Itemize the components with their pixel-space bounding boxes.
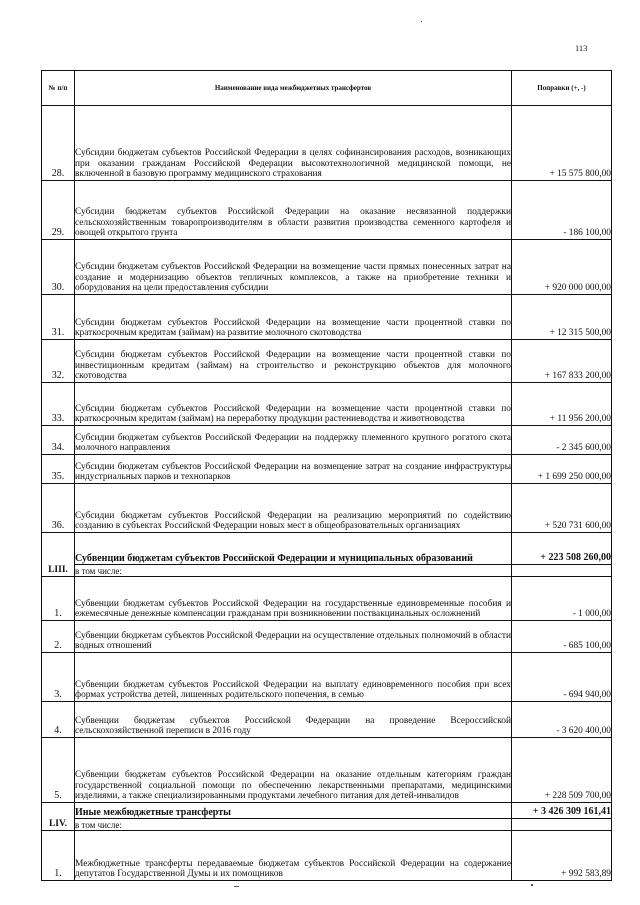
row-number: 29.: [42, 181, 75, 240]
scan-speck: [234, 886, 239, 887]
row-description: Межбюджетные трансферты передаваемые бюджетам субъектов Российской Федерации на содержание депутатов Государственной Думы и их помощников: [75, 831, 512, 881]
row-description: Субсидии бюджетам субъектов Российской Федерации на оказание несвязанной поддержки сельскохозяйственным товаропроизводителям в области развития производства семенного картофеля и овощей открытого грунта: [75, 181, 512, 240]
row-amount: + 1 699 250 000,00: [512, 455, 612, 484]
section-title: Иные межбюджетные трансферты: [75, 803, 512, 819]
table-row: [42, 295, 612, 340]
table-row: [42, 621, 612, 653]
row-description: Субсидии бюджетам субъектов Российской Федерации на возмещение затрат на создание инфраструктуры индустриальных парков и технопарков: [75, 455, 512, 484]
row-amount: + 920 000 000,00: [512, 240, 612, 295]
section-title: Субвенции бюджетам субъектов Российской Федерации и муниципальных образований: [75, 533, 512, 565]
section-row: [42, 803, 612, 819]
row-number: 31.: [42, 295, 75, 340]
table-row: [42, 340, 612, 383]
table-header-row: [42, 71, 612, 106]
section-amount: + 3 426 309 161,41: [512, 803, 612, 819]
table-row: [42, 240, 612, 295]
section-number: LIII.: [42, 533, 75, 577]
row-number: 4.: [42, 702, 75, 738]
row-amount: + 992 583,89: [512, 831, 612, 881]
row-amount: - 685 100,00: [512, 621, 612, 653]
row-description: Субсидии бюджетам субъектов Российской Федерации в целях софинансирования расходов, возникающих при оказании гражданам Российской Федерации высокотехнологичной медицинской помощи, не включенной в базовую программу медицинского страхования: [75, 106, 512, 181]
subheading-row: [42, 819, 612, 831]
row-number: 5.: [42, 738, 75, 803]
table-row: [42, 455, 612, 484]
row-amount: + 167 833 200,00: [512, 340, 612, 383]
scan-speck: [421, 21, 422, 22]
table-row: [42, 426, 612, 455]
row-amount: + 228 509 700,00: [512, 738, 612, 803]
row-amount: - 3 620 400,00: [512, 702, 612, 738]
page-number: 113: [575, 43, 588, 53]
header-amount: Поправки (+, -): [512, 71, 612, 106]
row-number: 34.: [42, 426, 75, 455]
row-number: 1.: [42, 577, 75, 621]
row-number: 2.: [42, 621, 75, 653]
row-description: Субвенции бюджетам субъектов Российской Федерации на проведение Всероссийской сельскохозяйственной переписи в 2016 году: [75, 702, 512, 738]
table-row: [42, 181, 612, 240]
section-number: LIV.: [42, 803, 75, 831]
row-amount: + 12 315 500,00: [512, 295, 612, 340]
row-description: Субвенции бюджетам субъектов Российской Федерации на выплату единовременного пособия при всех формах устройства детей, лишенных родительского попечения, в семью: [75, 653, 512, 702]
row-amount: + 15 575 800,00: [512, 106, 612, 181]
row-description: Субвенции бюджетам субъектов Российской Федерации на осуществление отдельных полномочий в области водных отношений: [75, 621, 512, 653]
row-amount: - 2 345 600,00: [512, 426, 612, 455]
header-num: № п/п: [42, 71, 75, 106]
row-number: 3.: [42, 653, 75, 702]
table-row: [42, 106, 612, 181]
row-number: 35.: [42, 455, 75, 484]
table-row: [42, 653, 612, 702]
table-row: [42, 738, 612, 803]
section-row: [42, 533, 612, 565]
row-amount: - 694 940,00: [512, 653, 612, 702]
scan-speck: [531, 884, 533, 886]
subheading-label: в том числе:: [75, 565, 512, 577]
row-amount: + 520 731 600,00: [512, 484, 612, 533]
row-amount: - 186 100,00: [512, 181, 612, 240]
row-description: Субсидии бюджетам субъектов Российской Федерации на возмещение части процентной ставки по краткосрочным кредитам (займам) на развитие молочного скотоводства: [75, 295, 512, 340]
row-number: 1.: [42, 831, 75, 881]
subheading-label: в том числе:: [75, 819, 512, 831]
table-row: [42, 831, 612, 881]
header-name: Наименование вида межбюджетных трансфертов: [75, 71, 512, 106]
row-number: 28.: [42, 106, 75, 181]
section-amount: + 223 508 260,00: [512, 533, 612, 565]
row-number: 30.: [42, 240, 75, 295]
row-description: Субсидии бюджетам субъектов Российской Федерации на поддержку племенного крупного рогатого скота молочного направления: [75, 426, 512, 455]
subheading-row: [42, 565, 612, 577]
row-amount: - 1 000,00: [512, 577, 612, 621]
row-number: 32.: [42, 340, 75, 383]
row-description: Субвенции бюджетам субъектов Российской Федерации на государственные единовременные пособия и ежемесячные денежные компенсации гражданам при возникновении поствакцинальных осложнений: [75, 577, 512, 621]
row-number: 36.: [42, 484, 75, 533]
table-row: [42, 577, 612, 621]
row-amount: + 11 956 200,00: [512, 383, 612, 426]
table-row: [42, 484, 612, 533]
row-description: Субвенции бюджетам субъектов Российской Федерации на оказание отдельным категориям граждан государственной социальной помощи по обеспечению лекарственными препаратами, медицинскими изделиями, а также специализированными продуктами лечебного питания для детей-инвалидов: [75, 738, 512, 803]
row-description: Субсидии бюджетам субъектов Российской Федерации на возмещение части процентной ставки по инвестиционным кредитам (займам) на строительство и реконструкцию объектов для молочного скотоводства: [75, 340, 512, 383]
table-row: [42, 383, 612, 426]
row-description: Субсидии бюджетам субъектов Российской Федерации на реализацию мероприятий по содействию созданию в субъектах Российской Федерации новых мест в общеобразовательных организациях: [75, 484, 512, 533]
table-row: [42, 702, 612, 738]
row-description: Субсидии бюджетам субъектов Российской Федерации на возмещение части процентной ставки по краткосрочным кредитам (займам) на переработку продукции растениеводства и животноводства: [75, 383, 512, 426]
row-description: Субсидии бюджетам субъектов Российской Федерации на возмещение части прямых понесенных затрат на создание и модернизацию объектов тепличных комплексов, а также на приобретение техники и оборудования на цели предоставления субсидии: [75, 240, 512, 295]
transfers-table: [41, 70, 612, 881]
row-number: 33.: [42, 383, 75, 426]
